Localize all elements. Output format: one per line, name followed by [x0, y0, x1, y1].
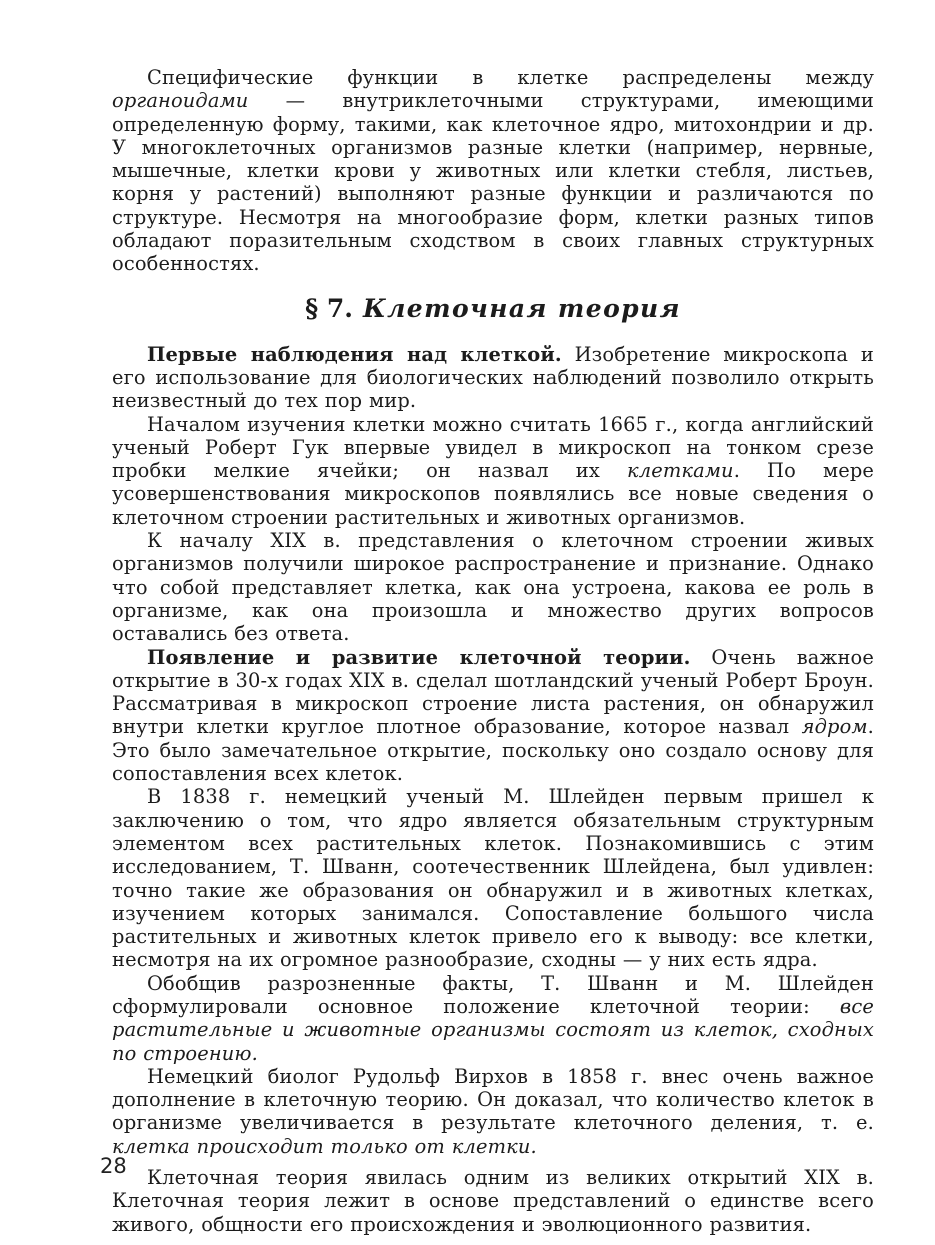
virchow-principle: клетка происходит только от клетки.	[112, 1134, 537, 1158]
text-segment: Изобретение микроскопа и его использование для биологических наблюдений позволило открыть неизвестный до тех пор мир.	[112, 342, 874, 413]
paragraph-conclusion	[112, 1166, 874, 1236]
paragraph-cell-theory-statement	[112, 972, 874, 1065]
paragraph-virchow	[112, 1065, 874, 1158]
paragraph-organoids	[112, 66, 874, 276]
term-cells: клетками	[627, 459, 734, 483]
text-segment: — внутриклеточными структурами, имеющими определенную форму, такими, как клеточное ядро, митохондрии и др. У многоклеточных организмов разные клетки (например, нервные, мышечные, клетки крови у животных или клетки стебля, листьев, корня у растений) выполняют разные функции и различаются по структуре. Несмотря на многообразие форм, клетки разных типов обладают поразительным сходством в своих главных структурных особенностях.	[112, 89, 874, 276]
paragraph-schleiden-schwann	[112, 785, 874, 971]
term-organoids: органоидами	[112, 89, 249, 113]
text-segment: Обобщив разрозненные факты, Т. Шванн и М. Шлейден сформулировали основное положение клеточной теории:	[112, 971, 874, 1018]
text-segment: К началу XIX в. представления о клеточном строении живых организмов получили широкое распространение и признание. Однако что собой представляет клетка, как она устроена, какова ее роль в организме, как она произошла и множество других вопросов оставались без ответа.	[112, 529, 874, 646]
text-segment: . Это было замечательное открытие, поскольку оно создало основу для сопоставления всех клеток.	[112, 715, 874, 786]
page-body	[112, 66, 874, 1236]
page-number: 28	[100, 1154, 127, 1178]
runin-heading: Появление и развитие клеточной теории.	[147, 645, 691, 669]
paragraph-hooke	[112, 413, 874, 529]
paragraph-brown	[112, 646, 874, 786]
section-title: Клеточная теория	[362, 293, 681, 323]
text-segment: Специфические функции в клетке распределены между	[147, 66, 874, 89]
text-segment: . По мере усовершенствования микроскопов появлялись все новые сведения о клеточном строении растительных и животных организмов.	[112, 459, 875, 529]
text-segment: Началом изучения клетки можно считать 1665 г., когда английский ученый Роберт Гук впервые увидел в микроскоп на тонком срезе пробки мелкие ячейки; он назвал их	[112, 412, 874, 483]
section-heading	[112, 294, 874, 324]
section-number: § 7.	[305, 293, 353, 323]
term-nucleus: ядром	[801, 715, 868, 739]
text-segment: Немецкий биолог Рудольф Вирхов в 1858 г. внес очень важное дополнение в клеточную теорию. Он доказал, что количество клеток в организме увеличивается в результате клеточного деления, т. е.	[112, 1064, 874, 1135]
text-segment: В 1838 г. немецкий ученый М. Шлейден первым пришел к заключению о том, что ядро является обязательным структурным элементом всех растительных клеток. Познакомившись с этим исследованием, Т. Шванн, соотечественник Шлейдена, был удивлен: точно такие же образования он обнаружил и в животных клетках, изучением которых занимался. Сопоставление большого числа растительных и животных клеток привело его к выводу: все клетки, несмотря на их огромное разнообразие, сходны — у них есть ядра.	[112, 785, 874, 972]
cell-theory-principle: все растительные и животные организмы состоят из клеток, сходных по строению.	[112, 994, 874, 1065]
text-segment: Очень важное открытие в 30-х годах XIX в. сделал шотландский ученый Роберт Броун. Рассматривая в микроскоп строение листа растения, он обнаружил внутри клетки круглое плотное образование, которое назвал	[112, 645, 875, 739]
text-segment: Клеточная теория явилась одним из великих открытий XIX в. Клеточная теория лежит в основе представлений о единстве всего живого, общности его происхождения и эволюционного развития.	[112, 1166, 874, 1236]
paragraph-first-observations	[112, 343, 874, 413]
runin-heading: Первые наблюдения над клеткой.	[147, 342, 562, 366]
paragraph-xix-century	[112, 529, 874, 645]
